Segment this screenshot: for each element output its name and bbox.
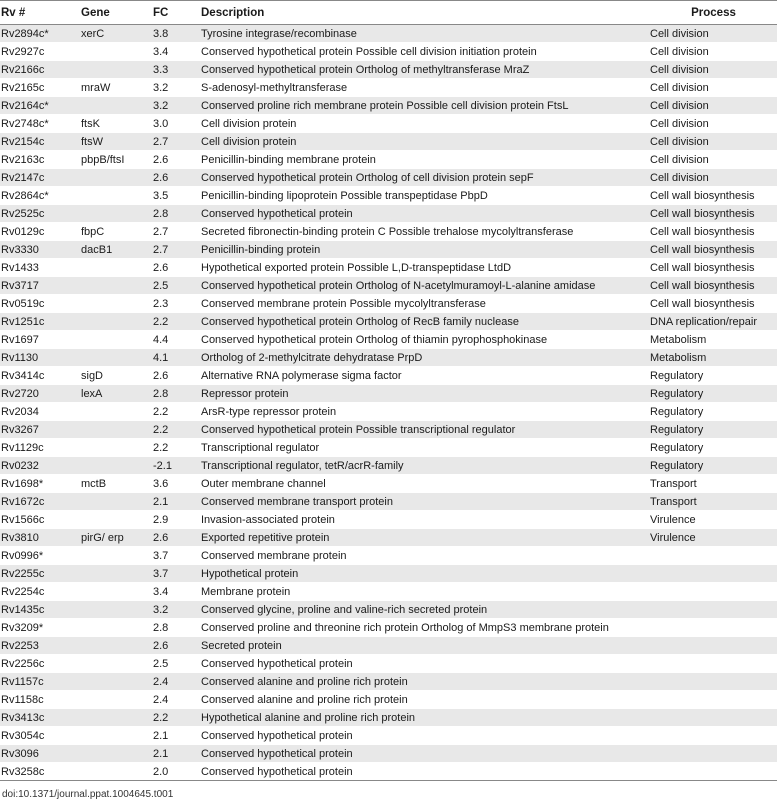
cell-gene <box>80 313 152 331</box>
cell-gene: ftsK <box>80 115 152 133</box>
cell-fc: 2.5 <box>152 277 200 295</box>
cell-fc: 2.5 <box>152 655 200 673</box>
cell-fc: 3.7 <box>152 565 200 583</box>
cell-process: Virulence <box>649 529 777 547</box>
cell-rv: Rv2147c <box>0 169 80 187</box>
cell-process: Cell division <box>649 97 777 115</box>
cell-process: Regulatory <box>649 367 777 385</box>
cell-fc: 2.6 <box>152 529 200 547</box>
table-row <box>0 43 777 61</box>
cell-gene <box>80 43 152 61</box>
header-description: Description <box>200 1 649 25</box>
cell-fc: 3.2 <box>152 601 200 619</box>
cell-process: Regulatory <box>649 385 777 403</box>
cell-process: Regulatory <box>649 403 777 421</box>
cell-gene <box>80 763 152 781</box>
cell-gene <box>80 727 152 745</box>
cell-gene <box>80 601 152 619</box>
cell-fc: 2.7 <box>152 133 200 151</box>
table-row <box>0 169 777 187</box>
cell-process: Cell division <box>649 43 777 61</box>
table-row <box>0 601 777 619</box>
cell-description: Conserved hypothetical protein Ortholog of cell division protein sepF <box>200 169 649 187</box>
table-row <box>0 637 777 655</box>
cell-process <box>649 673 777 691</box>
table-row <box>0 475 777 493</box>
table-row <box>0 691 777 709</box>
cell-process <box>649 637 777 655</box>
cell-rv: Rv2034 <box>0 403 80 421</box>
cell-fc: 2.2 <box>152 439 200 457</box>
cell-process: Cell wall biosynthesis <box>649 259 777 277</box>
cell-process: Metabolism <box>649 331 777 349</box>
table-row <box>0 349 777 367</box>
cell-process: Transport <box>649 475 777 493</box>
cell-description: Penicillin-binding membrane protein <box>200 151 649 169</box>
cell-description: S-adenosyl-methyltransferase <box>200 79 649 97</box>
cell-process: Cell division <box>649 115 777 133</box>
cell-process: Cell wall biosynthesis <box>649 295 777 313</box>
cell-gene <box>80 565 152 583</box>
cell-fc: 2.2 <box>152 421 200 439</box>
cell-gene <box>80 439 152 457</box>
cell-rv: Rv0232 <box>0 457 80 475</box>
cell-rv: Rv1435c <box>0 601 80 619</box>
table-row <box>0 241 777 259</box>
cell-description: Conserved hypothetical protein Ortholog of RecB family nuclease <box>200 313 649 331</box>
cell-description: Alternative RNA polymerase sigma factor <box>200 367 649 385</box>
cell-description: ArsR-type repressor protein <box>200 403 649 421</box>
cell-description: Exported repetitive protein <box>200 529 649 547</box>
cell-rv: Rv3413c <box>0 709 80 727</box>
table-row <box>0 529 777 547</box>
cell-fc: -2.1 <box>152 457 200 475</box>
table-row <box>0 385 777 403</box>
cell-fc: 3.5 <box>152 187 200 205</box>
cell-description: Transcriptional regulator, tetR/acrR-family <box>200 457 649 475</box>
cell-rv: Rv3267 <box>0 421 80 439</box>
cell-gene: fbpC <box>80 223 152 241</box>
cell-gene <box>80 511 152 529</box>
table-row <box>0 403 777 421</box>
cell-process <box>649 763 777 781</box>
cell-gene: pirG/ erp <box>80 529 152 547</box>
cell-rv: Rv3096 <box>0 745 80 763</box>
cell-rv: Rv2154c <box>0 133 80 151</box>
cell-fc: 3.2 <box>152 79 200 97</box>
cell-process: Cell wall biosynthesis <box>649 277 777 295</box>
cell-process: Virulence <box>649 511 777 529</box>
cell-rv: Rv1566c <box>0 511 80 529</box>
cell-description: Conserved hypothetical protein Possible transcriptional regulator <box>200 421 649 439</box>
cell-description: Ortholog of 2-methylcitrate dehydratase PrpD <box>200 349 649 367</box>
cell-gene <box>80 403 152 421</box>
table-row <box>0 673 777 691</box>
table-row <box>0 547 777 565</box>
cell-description: Secreted protein <box>200 637 649 655</box>
cell-fc: 4.4 <box>152 331 200 349</box>
cell-process <box>649 709 777 727</box>
cell-process: Cell division <box>649 25 777 43</box>
cell-rv: Rv2255c <box>0 565 80 583</box>
cell-rv: Rv3258c <box>0 763 80 781</box>
cell-rv: Rv1129c <box>0 439 80 457</box>
cell-gene <box>80 637 152 655</box>
cell-description: Conserved hypothetical protein <box>200 745 649 763</box>
cell-rv: Rv2894c* <box>0 25 80 43</box>
cell-rv: Rv1697 <box>0 331 80 349</box>
table-row <box>0 583 777 601</box>
cell-gene: pbpB/ftsI <box>80 151 152 169</box>
cell-fc: 2.2 <box>152 709 200 727</box>
cell-fc: 2.6 <box>152 367 200 385</box>
cell-process: Cell wall biosynthesis <box>649 241 777 259</box>
cell-rv: Rv2748c* <box>0 115 80 133</box>
cell-process: Cell division <box>649 79 777 97</box>
table-row <box>0 223 777 241</box>
cell-description: Hypothetical alanine and proline rich protein <box>200 709 649 727</box>
table-row <box>0 313 777 331</box>
cell-description: Conserved hypothetical protein Ortholog of methyltransferase MraZ <box>200 61 649 79</box>
cell-gene <box>80 205 152 223</box>
table-row <box>0 151 777 169</box>
cell-rv: Rv1433 <box>0 259 80 277</box>
cell-fc: 3.4 <box>152 43 200 61</box>
cell-process <box>649 727 777 745</box>
table-row <box>0 133 777 151</box>
cell-gene: mraW <box>80 79 152 97</box>
cell-process <box>649 583 777 601</box>
cell-fc: 2.6 <box>152 637 200 655</box>
cell-rv: Rv2166c <box>0 61 80 79</box>
cell-process: DNA replication/repair <box>649 313 777 331</box>
cell-process: Cell wall biosynthesis <box>649 205 777 223</box>
cell-rv: Rv2525c <box>0 205 80 223</box>
cell-gene <box>80 349 152 367</box>
cell-description: Conserved hypothetical protein Ortholog of thiamin pyrophosphokinase <box>200 331 649 349</box>
cell-description: Conserved proline rich membrane protein Possible cell division protein FtsL <box>200 97 649 115</box>
cell-rv: Rv1157c <box>0 673 80 691</box>
cell-rv: Rv3810 <box>0 529 80 547</box>
cell-process <box>649 745 777 763</box>
table-row <box>0 367 777 385</box>
cell-rv: Rv2927c <box>0 43 80 61</box>
cell-process <box>649 601 777 619</box>
cell-gene: lexA <box>80 385 152 403</box>
cell-description: Tyrosine integrase/recombinase <box>200 25 649 43</box>
cell-rv: Rv2256c <box>0 655 80 673</box>
cell-process: Cell division <box>649 169 777 187</box>
cell-fc: 2.8 <box>152 619 200 637</box>
cell-gene: dacB1 <box>80 241 152 259</box>
cell-process <box>649 547 777 565</box>
cell-fc: 2.2 <box>152 403 200 421</box>
cell-rv: Rv2163c <box>0 151 80 169</box>
cell-description: Membrane protein <box>200 583 649 601</box>
cell-fc: 4.1 <box>152 349 200 367</box>
cell-process: Cell division <box>649 133 777 151</box>
cell-process: Cell wall biosynthesis <box>649 223 777 241</box>
cell-gene: mctB <box>80 475 152 493</box>
table-row <box>0 439 777 457</box>
cell-description: Penicillin-binding lipoprotein Possible transpeptidase PbpD <box>200 187 649 205</box>
cell-fc: 2.8 <box>152 385 200 403</box>
table-row <box>0 763 777 781</box>
cell-fc: 3.4 <box>152 583 200 601</box>
cell-description: Conserved membrane protein <box>200 547 649 565</box>
cell-description: Hypothetical protein <box>200 565 649 583</box>
table-row <box>0 331 777 349</box>
cell-fc: 2.9 <box>152 511 200 529</box>
cell-rv: Rv1698* <box>0 475 80 493</box>
cell-fc: 2.7 <box>152 223 200 241</box>
cell-description: Transcriptional regulator <box>200 439 649 457</box>
cell-process: Regulatory <box>649 439 777 457</box>
cell-rv: Rv2165c <box>0 79 80 97</box>
cell-fc: 2.1 <box>152 727 200 745</box>
cell-fc: 2.6 <box>152 259 200 277</box>
cell-fc: 2.3 <box>152 295 200 313</box>
cell-gene <box>80 331 152 349</box>
cell-fc: 3.2 <box>152 97 200 115</box>
cell-fc: 2.6 <box>152 169 200 187</box>
cell-fc: 3.8 <box>152 25 200 43</box>
cell-description: Conserved glycine, proline and valine-rich secreted protein <box>200 601 649 619</box>
cell-fc: 2.0 <box>152 763 200 781</box>
cell-description: Conserved membrane transport protein <box>200 493 649 511</box>
cell-rv: Rv0129c <box>0 223 80 241</box>
cell-fc: 3.0 <box>152 115 200 133</box>
cell-process <box>649 691 777 709</box>
cell-description: Outer membrane channel <box>200 475 649 493</box>
cell-rv: Rv1672c <box>0 493 80 511</box>
table-row <box>0 277 777 295</box>
table-row <box>0 187 777 205</box>
cell-fc: 2.1 <box>152 493 200 511</box>
table-row <box>0 745 777 763</box>
cell-process: Cell wall biosynthesis <box>649 187 777 205</box>
cell-gene <box>80 583 152 601</box>
cell-gene: xerC <box>80 25 152 43</box>
cell-gene <box>80 709 152 727</box>
cell-fc: 3.7 <box>152 547 200 565</box>
table-row <box>0 709 777 727</box>
header-process: Process <box>649 1 777 25</box>
table-row <box>0 655 777 673</box>
cell-rv: Rv2864c* <box>0 187 80 205</box>
cell-fc: 2.1 <box>152 745 200 763</box>
cell-description: Conserved hypothetical protein Possible cell division initiation protein <box>200 43 649 61</box>
cell-description: Conserved hypothetical protein <box>200 205 649 223</box>
table-row <box>0 619 777 637</box>
cell-description: Invasion-associated protein <box>200 511 649 529</box>
table-row <box>0 79 777 97</box>
cell-description: Conserved hypothetical protein <box>200 655 649 673</box>
table-row <box>0 511 777 529</box>
cell-rv: Rv1130 <box>0 349 80 367</box>
table-row <box>0 259 777 277</box>
cell-process <box>649 565 777 583</box>
cell-rv: Rv0519c <box>0 295 80 313</box>
cell-gene <box>80 619 152 637</box>
cell-fc: 2.4 <box>152 673 200 691</box>
cell-rv: Rv3054c <box>0 727 80 745</box>
cell-description: Repressor protein <box>200 385 649 403</box>
cell-fc: 2.2 <box>152 313 200 331</box>
cell-description: Penicillin-binding protein <box>200 241 649 259</box>
cell-fc: 2.7 <box>152 241 200 259</box>
table-body <box>0 25 777 781</box>
cell-description: Conserved hypothetical protein <box>200 763 649 781</box>
header-fc: FC <box>152 1 200 25</box>
cell-gene <box>80 457 152 475</box>
cell-description: Conserved hypothetical protein Ortholog of N-acetylmuramoyl-L-alanine amidase <box>200 277 649 295</box>
cell-gene <box>80 169 152 187</box>
cell-rv: Rv3717 <box>0 277 80 295</box>
doi-caption: doi:10.1371/journal.ppat.1004645.t001 <box>2 789 174 800</box>
cell-gene <box>80 277 152 295</box>
cell-fc: 2.4 <box>152 691 200 709</box>
cell-gene <box>80 673 152 691</box>
cell-process: Regulatory <box>649 457 777 475</box>
cell-process: Metabolism <box>649 349 777 367</box>
cell-description: Conserved proline and threonine rich protein Ortholog of MmpS3 membrane protein <box>200 619 649 637</box>
table-row <box>0 61 777 79</box>
table-row <box>0 97 777 115</box>
table-row <box>0 421 777 439</box>
table-row <box>0 205 777 223</box>
cell-rv: Rv2254c <box>0 583 80 601</box>
cell-fc: 3.3 <box>152 61 200 79</box>
cell-description: Conserved alanine and proline rich protein <box>200 691 649 709</box>
cell-process <box>649 619 777 637</box>
cell-fc: 2.6 <box>152 151 200 169</box>
cell-gene <box>80 547 152 565</box>
table-header-row <box>0 1 777 25</box>
cell-process: Cell division <box>649 151 777 169</box>
header-gene: Gene <box>80 1 152 25</box>
cell-rv: Rv3209* <box>0 619 80 637</box>
cell-description: Conserved hypothetical protein <box>200 727 649 745</box>
cell-rv: Rv1158c <box>0 691 80 709</box>
table-row <box>0 457 777 475</box>
cell-process <box>649 655 777 673</box>
cell-gene <box>80 655 152 673</box>
cell-gene <box>80 493 152 511</box>
cell-process: Transport <box>649 493 777 511</box>
cell-rv: Rv3414c <box>0 367 80 385</box>
cell-gene <box>80 745 152 763</box>
table-row <box>0 565 777 583</box>
cell-rv: Rv2253 <box>0 637 80 655</box>
cell-gene <box>80 187 152 205</box>
cell-gene: ftsW <box>80 133 152 151</box>
table-row <box>0 115 777 133</box>
cell-fc: 3.6 <box>152 475 200 493</box>
cell-description: Secreted fibronectin-binding protein C Possible trehalose mycolyltransferase <box>200 223 649 241</box>
cell-process: Regulatory <box>649 421 777 439</box>
cell-rv: Rv3330 <box>0 241 80 259</box>
cell-gene: sigD <box>80 367 152 385</box>
cell-gene <box>80 259 152 277</box>
cell-description: Hypothetical exported protein Possible L,D-transpeptidase LtdD <box>200 259 649 277</box>
table-row <box>0 295 777 313</box>
cell-rv: Rv2164c* <box>0 97 80 115</box>
table-row <box>0 25 777 43</box>
cell-gene <box>80 61 152 79</box>
cell-process: Cell division <box>649 61 777 79</box>
cell-gene <box>80 691 152 709</box>
cell-gene <box>80 97 152 115</box>
table-row <box>0 727 777 745</box>
cell-description: Conserved membrane protein Possible mycolyltransferase <box>200 295 649 313</box>
cell-description: Cell division protein <box>200 115 649 133</box>
table-row <box>0 493 777 511</box>
cell-description: Conserved alanine and proline rich protein <box>200 673 649 691</box>
cell-description: Cell division protein <box>200 133 649 151</box>
cell-rv: Rv2720 <box>0 385 80 403</box>
cell-gene <box>80 421 152 439</box>
cell-gene <box>80 295 152 313</box>
cell-rv: Rv1251c <box>0 313 80 331</box>
header-rv: Rv # <box>0 1 80 25</box>
cell-fc: 2.8 <box>152 205 200 223</box>
cell-rv: Rv0996* <box>0 547 80 565</box>
